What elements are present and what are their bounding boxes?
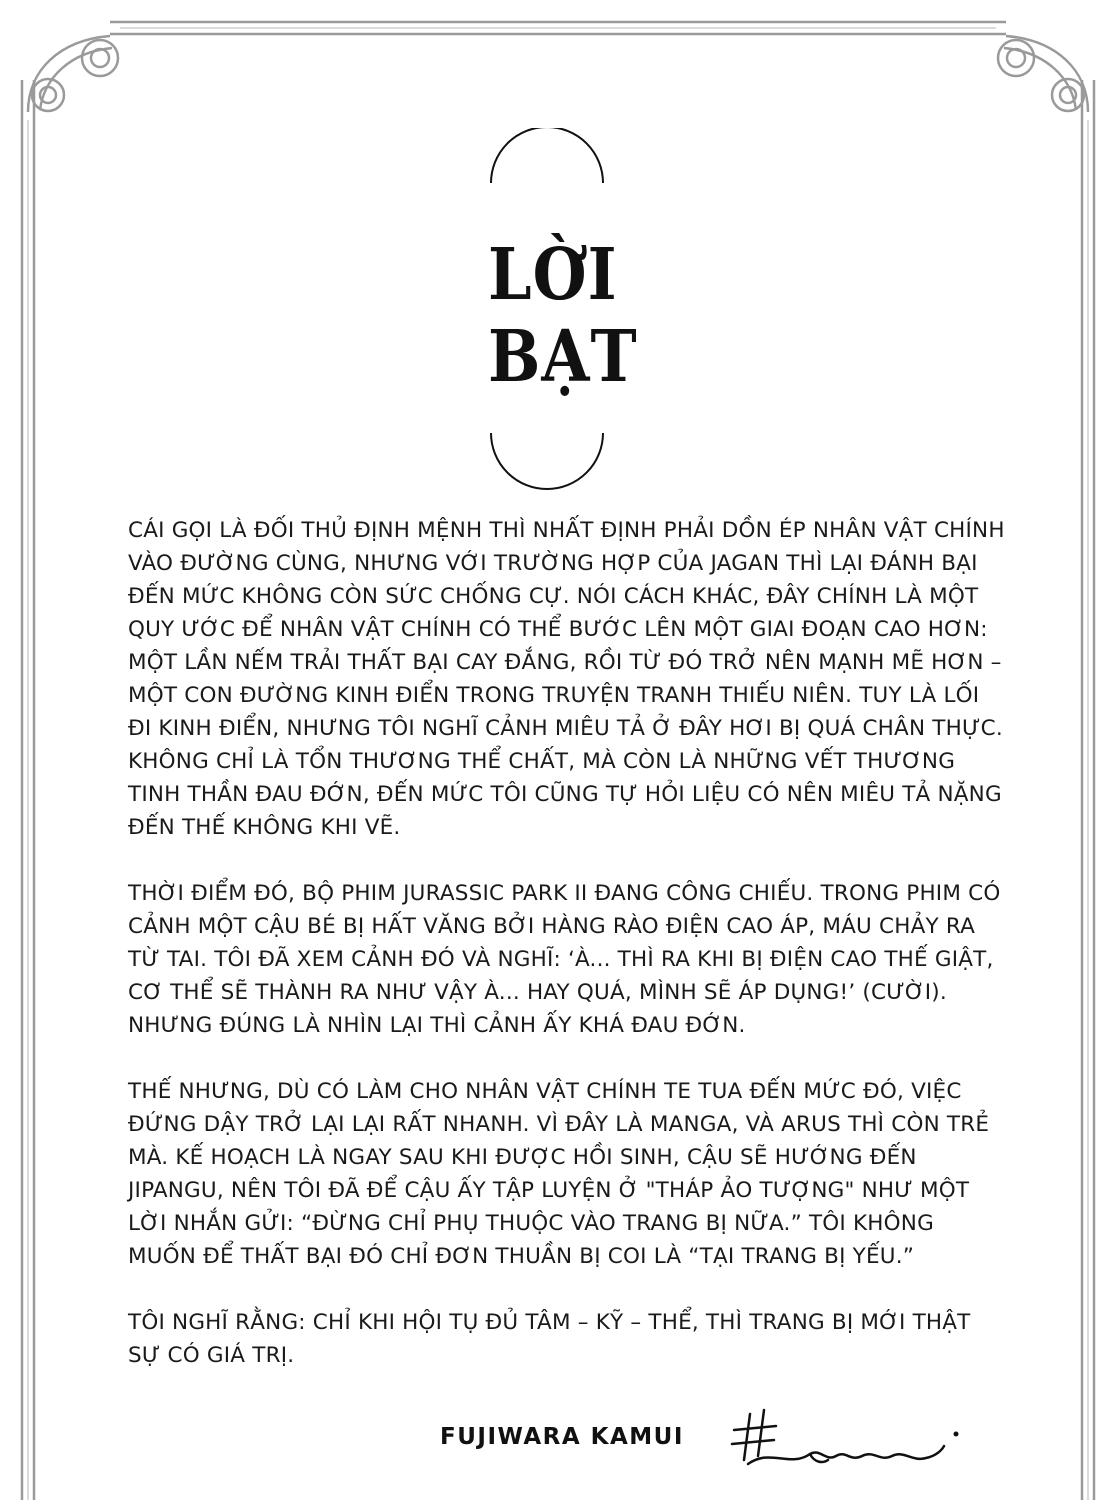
- paragraph-4: TÔI NGHĨ RẰNG: CHỈ KHI HỘI TỤ ĐỦ TÂM – KỸ – THỂ, THÌ TRANG BỊ MỚI THẬT SỰ CÓ GIÁ TRỊ.: [128, 1310, 971, 1368]
- paragraph-3: THẾ NHƯNG, DÙ CÓ LÀM CHO NHÂN VẬT CHÍNH TE TUA ĐẾN MỨC ĐÓ, VIỆC ĐỨNG DẬY TRỞ LẠI LẠI RẤT NHANH. VÌ ĐÂY LÀ MANGA, VÀ ARUS THÌ CÒN TRẺ MÀ. KẾ HOẠCH LÀ NGAY SAU KHI ĐƯỢC HỒI SINH, CẬU SẼ HƯỚNG ĐẾN JIPANGU, NÊN TÔI ĐÃ ĐỂ CẬU ẤY TẬP LUYỆN Ở "THÁP ẢO TƯỢNG" NHƯ MỘT LỜI NHẮN GỬI: “ĐỪNG CHỈ PHỤ THUỘC VÀO TRANG BỊ NỮA.” TÔI KHÔNG MUỐN ĐỂ THẤT BẠI ĐÓ CHỈ ĐƠN THUẦN BỊ COI LÀ “TẠI TRANG BỊ YẾU.”: [128, 1079, 990, 1269]
- paragraph-2: THỜI ĐIỂM ĐÓ, BỘ PHIM JURASSIC PARK II ĐANG CÔNG CHIẾU. TRONG PHIM CÓ CẢNH MỘT CẬU BÉ BỊ HẤT VĂNG BỞI HÀNG RÀO ĐIỆN CAO ÁP, MÁU CHẢY RA TỪ TAI. TÔI ĐÃ XEM CẢNH ĐÓ VÀ NGHĨ: ‘À... THÌ RA KHI BỊ ĐIỆN CAO THẾ GIẬT, CƠ THỂ SẼ THÀNH RA NHƯ VẬY À... HAY QUÁ, MÌNH SẼ ÁP DỤNG!’ (CƯỜI). NHƯNG ĐÚNG LÀ NHÌN LẠI THÌ CẢNH ẤY KHÁ ĐAU ĐỚN.: [128, 881, 1001, 1038]
- title-block: [488, 128, 638, 493]
- title-line-1: LỜI: [488, 232, 618, 317]
- title-line-2: BẠT: [488, 314, 638, 399]
- afterword-body: [128, 514, 1008, 1405]
- signature: [730, 1404, 970, 1474]
- paragraph-1: CÁI GỌI LÀ ĐỐI THỦ ĐỊNH MỆNH THÌ NHẤT ĐỊNH PHẢI DỒN ÉP NHÂN VẬT CHÍNH VÀO ĐƯỜNG CÙNG, NHƯNG VỚI TRƯỜNG HỢP CỦA JAGAN THÌ LẠI ĐÁNH BẠI ĐẾN MỨC KHÔNG CÒN SỨC CHỐNG CỰ. NÓI CÁCH KHÁC, ĐÂY CHÍNH LÀ MỘT QUY ƯỚC ĐỂ NHÂN VẬT CHÍNH CÓ THỂ BƯỚC LÊN MỘT GIAI ĐOẠN CAO HƠN: MỘT LẦN NẾM TRẢI THẤT BẠI CAY ĐẮNG, RỒI TỪ ĐÓ TRỞ NÊN MẠNH MẼ HƠN – MỘT CON ĐƯỜNG KINH ĐIỂN TRONG TRUYỆN TRANH THIẾU NIÊN. TUY LÀ LỐI ĐI KINH ĐIỂN, NHƯNG TÔI NGHĨ CẢNH MIÊU TẢ Ở ĐÂY HƠI BỊ QUÁ CHÂN THỰC. KHÔNG CHỈ LÀ TỔN THƯƠNG THỂ CHẤT, MÀ CÒN LÀ NHỮNG VẾT THƯƠNG TINH THẦN ĐAU ĐỚN, ĐẾN MỨC TÔI CŨNG TỰ HỎI LIỆU CÓ NÊN MIÊU TẢ NẶNG ĐẾN THẾ KHÔNG KHI VẼ.: [128, 518, 1005, 840]
- author-name: FUJIWARA KAMUI: [440, 1424, 684, 1450]
